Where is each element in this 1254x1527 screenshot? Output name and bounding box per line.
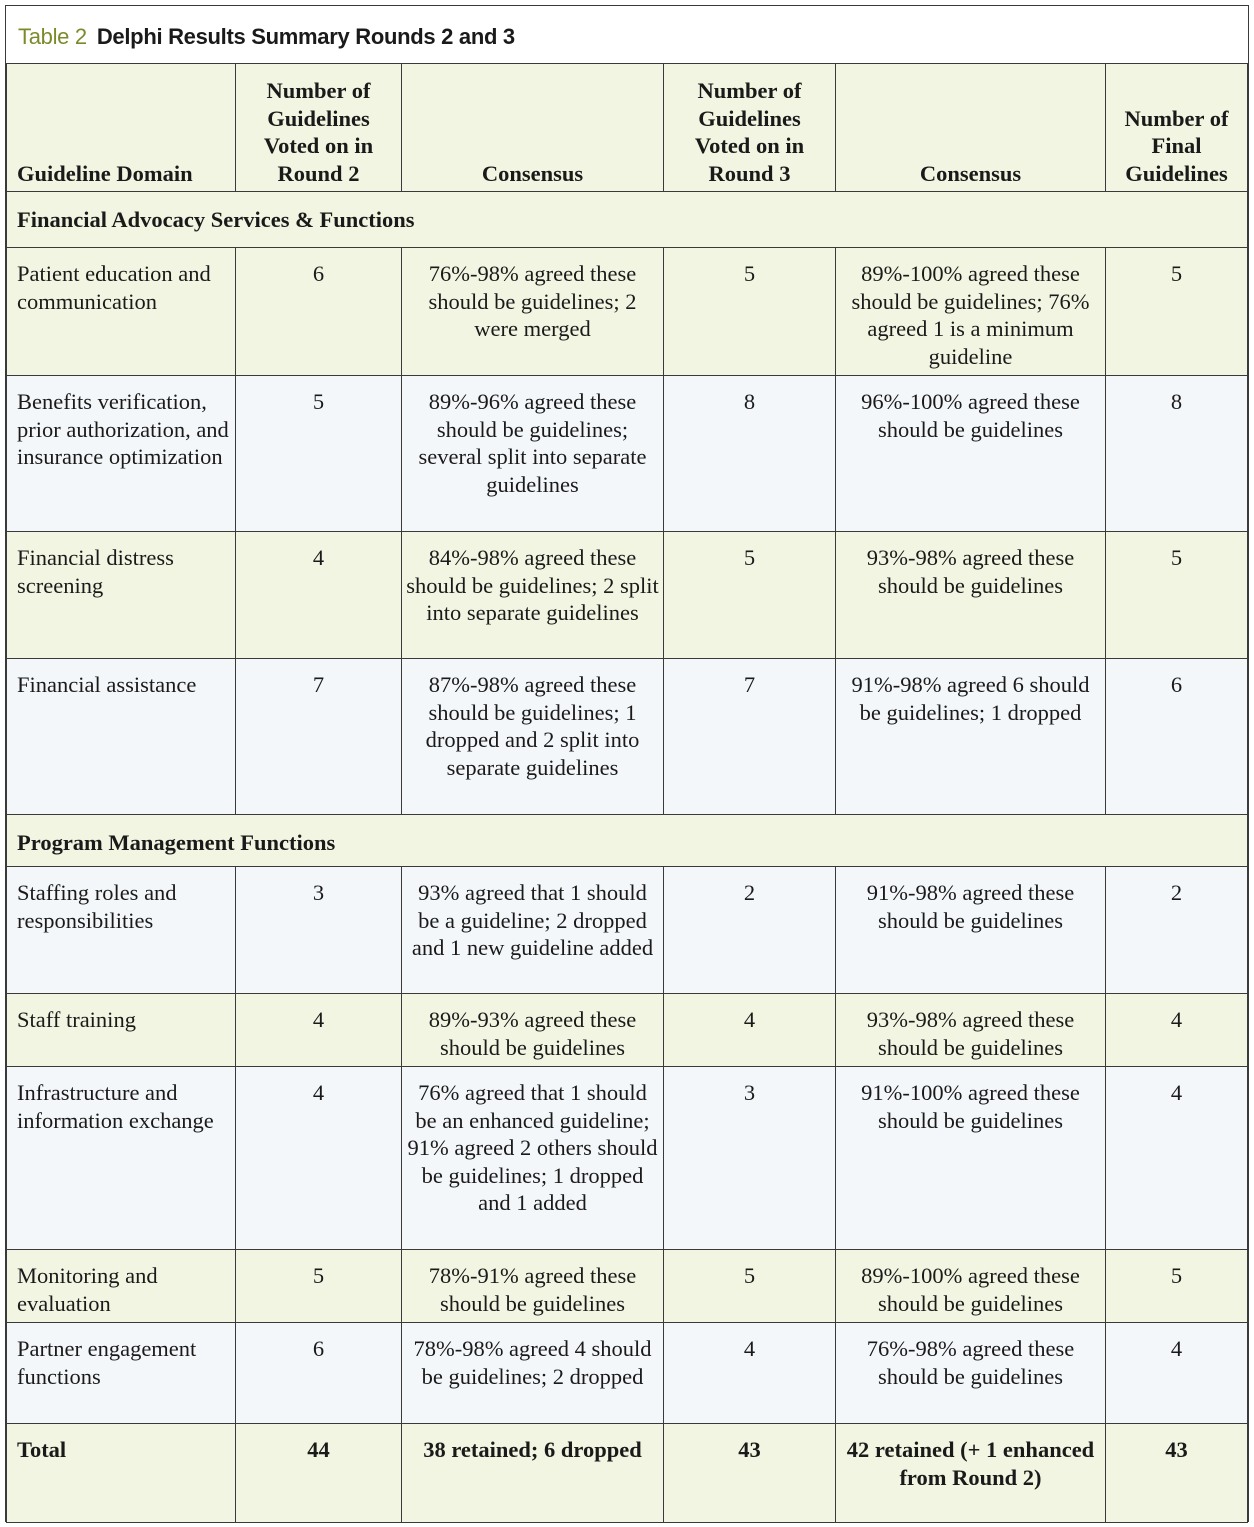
section-title: Financial Advocacy Services & Functions: [7, 192, 1248, 248]
cell-consensus3: 96%-100% agreed these should be guidelines: [836, 376, 1106, 532]
table-frame: [5, 5, 1249, 1522]
table-title: Delphi Results Summary Rounds 2 and 3: [96, 24, 515, 49]
cell-round2: 6: [236, 1323, 402, 1424]
total-row: [7, 1424, 1248, 1523]
cell-consensus3: 89%-100% agreed these should be guidelines; 76% agreed 1 is a minimum guideline: [836, 248, 1106, 376]
cell-round2: 4: [236, 994, 402, 1067]
total-consensus3: 42 retained (+ 1 enhanced from Round 2): [836, 1424, 1106, 1523]
table-number: Table 2: [18, 24, 87, 49]
cell-round3: 5: [664, 1250, 836, 1323]
cell-consensus2: 76%-98% agreed these should be guidelines; 2 were merged: [402, 248, 664, 376]
cell-domain: Financial distress screening: [7, 532, 236, 659]
cell-final: 8: [1106, 376, 1248, 532]
cell-final: 2: [1106, 867, 1248, 994]
cell-round2: 3: [236, 867, 402, 994]
cell-domain: Patient education and communication: [7, 248, 236, 376]
cell-consensus3: 76%-98% agreed these should be guidelines: [836, 1323, 1106, 1424]
section-row: [7, 192, 1248, 248]
header-row: [7, 64, 1248, 192]
cell-consensus3: 89%-100% agreed these should be guidelines: [836, 1250, 1106, 1323]
cell-round3: 2: [664, 867, 836, 994]
cell-final: 5: [1106, 248, 1248, 376]
cell-round3: 3: [664, 1067, 836, 1250]
cell-round2: 5: [236, 376, 402, 532]
total-final: 43: [1106, 1424, 1248, 1523]
table-row: [7, 532, 1248, 659]
cell-domain: Staff training: [7, 994, 236, 1067]
cell-round2: 4: [236, 1067, 402, 1250]
header-final: Number of Final Guidelines: [1106, 64, 1248, 192]
cell-round3: 7: [664, 659, 836, 815]
cell-domain: Financial assistance: [7, 659, 236, 815]
cell-domain: Staffing roles and responsibilities: [7, 867, 236, 994]
cell-final: 5: [1106, 532, 1248, 659]
cell-round2: 7: [236, 659, 402, 815]
table-row: [7, 376, 1248, 532]
section-title: Program Management Functions: [7, 815, 1248, 867]
cell-round2: 5: [236, 1250, 402, 1323]
cell-round2: 4: [236, 532, 402, 659]
cell-final: 4: [1106, 994, 1248, 1067]
cell-consensus3: 91%-100% agreed these should be guidelines: [836, 1067, 1106, 1250]
cell-domain: Benefits verification, prior authorization, and insurance optimization: [7, 376, 236, 532]
table-row: [7, 1250, 1248, 1323]
header-round3: Number of Guidelines Voted on in Round 3: [664, 64, 836, 192]
table-row: [7, 1067, 1248, 1250]
cell-domain: Monitoring and evaluation: [7, 1250, 236, 1323]
cell-final: 5: [1106, 1250, 1248, 1323]
cell-final: 4: [1106, 1067, 1248, 1250]
cell-domain: Partner engagement functions: [7, 1323, 236, 1424]
cell-final: 6: [1106, 659, 1248, 815]
header-consensus2: Consensus: [402, 64, 664, 192]
cell-consensus2: 89%-96% agreed these should be guidelines; several split into separate guidelines: [402, 376, 664, 532]
cell-final: 4: [1106, 1323, 1248, 1424]
cell-round3: 4: [664, 1323, 836, 1424]
total-round3: 43: [664, 1424, 836, 1523]
header-domain: Guideline Domain: [7, 64, 236, 192]
total-consensus2: 38 retained; 6 dropped: [402, 1424, 664, 1523]
table-row: [7, 659, 1248, 815]
cell-consensus2: 89%-93% agreed these should be guidelines: [402, 994, 664, 1067]
table-row: [7, 1323, 1248, 1424]
cell-consensus2: 78%-91% agreed these should be guidelines: [402, 1250, 664, 1323]
cell-consensus2: 78%-98% agreed 4 should be guidelines; 2 dropped: [402, 1323, 664, 1424]
cell-consensus3: 93%-98% agreed these should be guidelines: [836, 532, 1106, 659]
cell-consensus2: 87%-98% agreed these should be guidelines; 1 dropped and 2 split into separate guidelines: [402, 659, 664, 815]
cell-domain: Infrastructure and information exchange: [7, 1067, 236, 1250]
cell-consensus2: 84%-98% agreed these should be guidelines; 2 split into separate guidelines: [402, 532, 664, 659]
section-row: [7, 815, 1248, 867]
cell-consensus3: 91%-98% agreed these should be guidelines: [836, 867, 1106, 994]
table-row: [7, 248, 1248, 376]
cell-round3: 4: [664, 994, 836, 1067]
cell-round3: 5: [664, 532, 836, 659]
cell-round3: 5: [664, 248, 836, 376]
total-round2: 44: [236, 1424, 402, 1523]
cell-round2: 6: [236, 248, 402, 376]
total-label: Total: [7, 1424, 236, 1523]
cell-consensus3: 91%-98% agreed 6 should be guidelines; 1 dropped: [836, 659, 1106, 815]
header-round2: Number of Guidelines Voted on in Round 2: [236, 64, 402, 192]
table-row: [7, 994, 1248, 1067]
cell-consensus2: 93% agreed that 1 should be a guideline; 2 dropped and 1 new guideline added: [402, 867, 664, 994]
delphi-results-table: [6, 63, 1248, 1523]
table-row: [7, 867, 1248, 994]
header-consensus3: Consensus: [836, 64, 1106, 192]
cell-consensus2: 76% agreed that 1 should be an enhanced guideline; 91% agreed 2 others should be guidelines; 1 dropped and 1 added: [402, 1067, 664, 1250]
cell-round3: 8: [664, 376, 836, 532]
cell-consensus3: 93%-98% agreed these should be guidelines: [836, 994, 1106, 1067]
table-caption: [6, 6, 1248, 64]
